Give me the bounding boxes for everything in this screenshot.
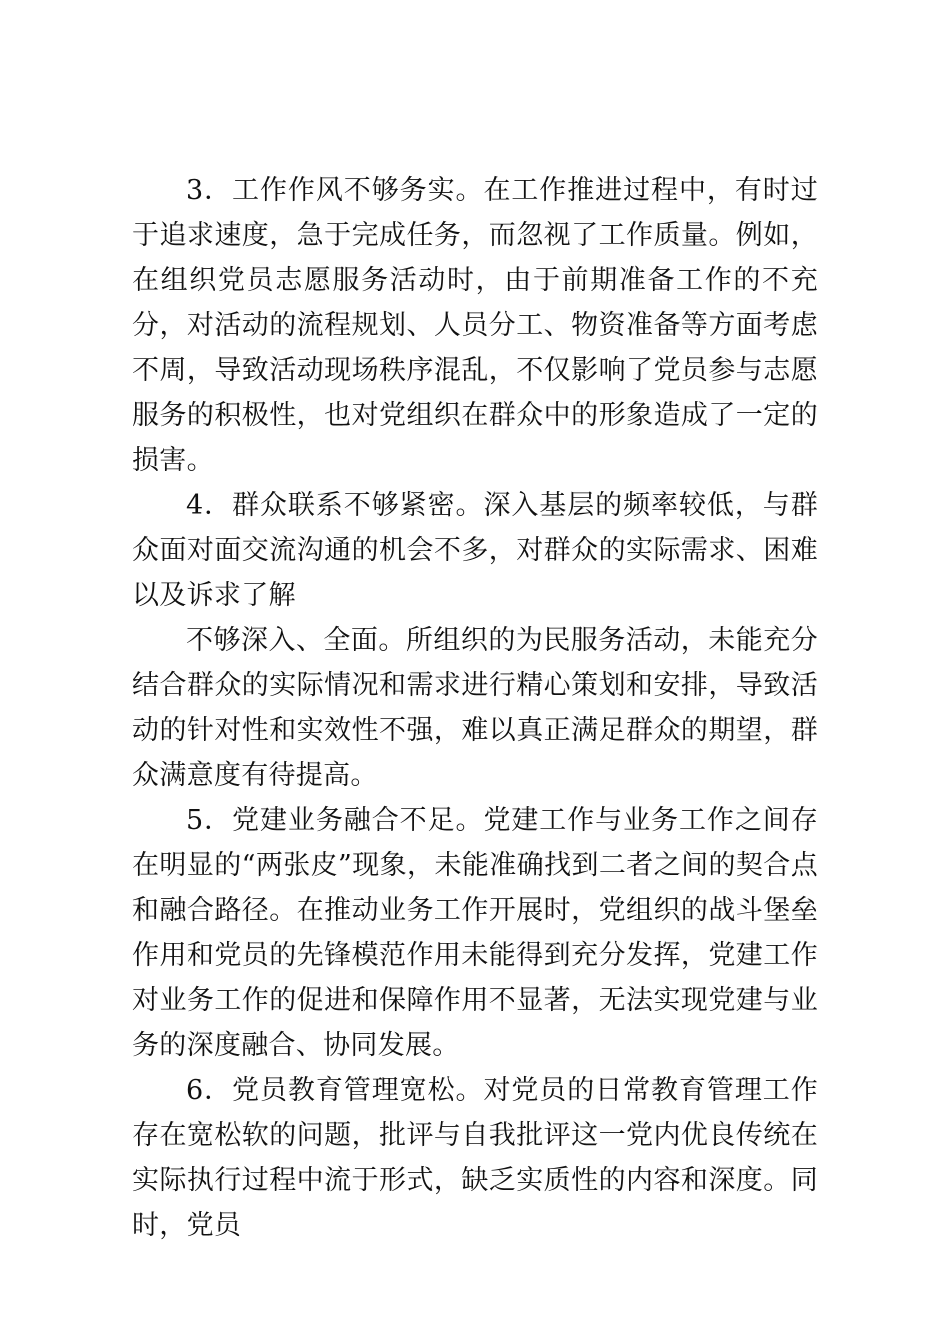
paragraph-mass-contact: 4．群众联系不够紧密。深入基层的频率较低，与群众面对面交流沟通的机会不多，对群众的实际需求、困难以及诉求了解: [132, 490, 818, 611]
paragraph-member-education: 6．党员教育管理宽松。对党员的日常教育管理工作存在宽松软的问题，批评与自我批评这一党内优良传统在实际执行过程中流于形式，缺乏实质性的内容和深度。同时，党员: [132, 1075, 818, 1241]
document-body: [132, 168, 818, 1248]
paragraph-mass-contact-continued: 不够深入、全面。所组织的为民服务活动，未能充分结合群众的实际情况和需求进行精心策划和安排，导致活动的针对性和实效性不强，难以真正满足群众的期望，群众满意度有待提高。: [132, 625, 818, 791]
paragraph-party-business-integration: 5．党建业务融合不足。党建工作与业务工作之间存在明显的“两张皮”现象，未能准确找到二者之间的契合点和融合路径。在推动业务工作开展时，党组织的战斗堡垒作用和党员的先锋模范作用未能得到充分发挥，党建工作对业务工作的促进和保障作用不显著，无法实现党建与业务的深度融合、协同发展。: [132, 805, 818, 1061]
paragraph-work-style: 3．工作作风不够务实。在工作推进过程中，有时过于追求速度，急于完成任务，而忽视了工作质量。例如，在组织党员志愿服务活动时，由于前期准备工作的不充分，对活动的流程规划、人员分工、物资准备等方面考虑不周，导致活动现场秩序混乱，不仅影响了党员参与志愿服务的积极性，也对党组织在群众中的形象造成了一定的损害。: [132, 175, 818, 476]
